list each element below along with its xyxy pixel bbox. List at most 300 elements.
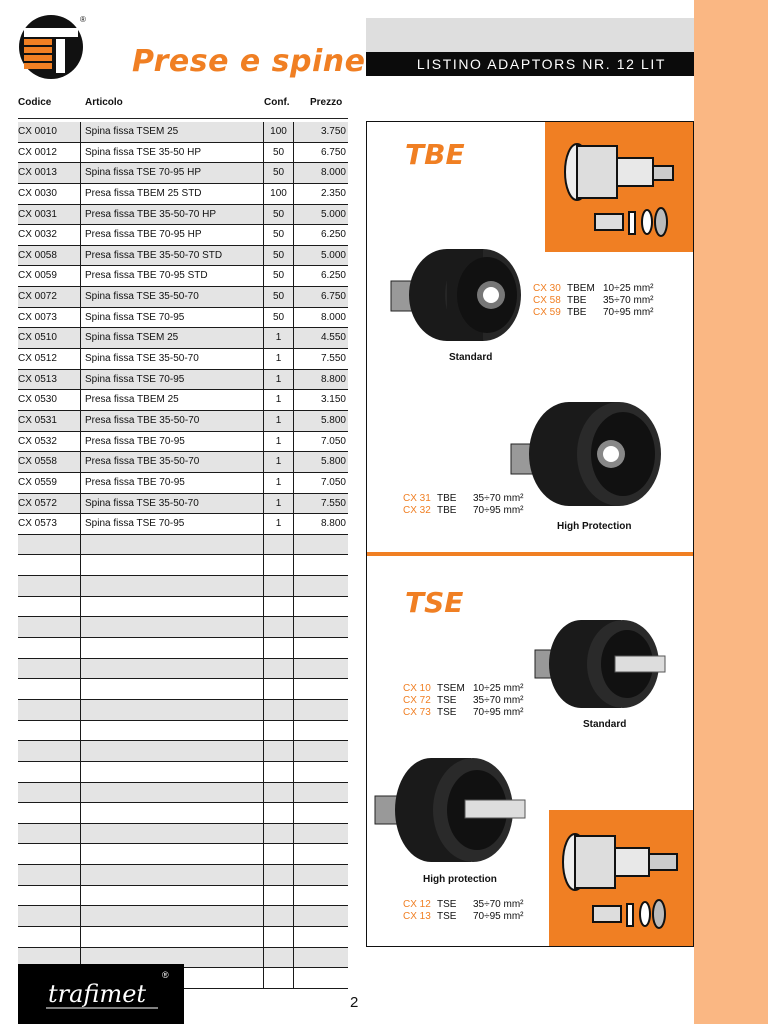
cell-article — [85, 783, 265, 803]
column-divider — [80, 390, 81, 410]
cell-code — [18, 659, 80, 679]
cell-conf: 50 — [263, 308, 294, 328]
cell-conf — [263, 844, 294, 864]
cell-price: 5.000 — [320, 249, 346, 261]
spec-line — [403, 695, 524, 707]
col-header-article: Articolo — [85, 97, 123, 108]
column-divider — [80, 473, 81, 493]
spec-type: TBE — [567, 295, 587, 306]
cell-conf — [263, 948, 294, 968]
table-row — [18, 555, 348, 576]
cell-code — [18, 803, 80, 823]
cell-conf — [263, 783, 294, 803]
tse-high-protection-specs — [403, 899, 524, 923]
cell-code — [18, 597, 80, 617]
spec-type: TSE — [437, 707, 457, 718]
spec-range: 35÷70 mm² — [603, 295, 654, 306]
spec-line — [403, 505, 524, 517]
spec-line — [533, 307, 654, 319]
column-divider — [80, 741, 81, 761]
cell-price: 8.000 — [320, 311, 346, 323]
cell-article — [85, 617, 265, 637]
column-divider — [80, 143, 81, 163]
tse-standard-photo — [531, 614, 671, 719]
column-divider — [80, 803, 81, 823]
cell-article — [85, 597, 265, 617]
header-grey-band — [366, 18, 694, 52]
cell-code: CX 0012 — [18, 146, 57, 158]
cell-price — [293, 555, 346, 575]
cell-code: CX 0531 — [18, 414, 57, 426]
column-divider — [80, 287, 81, 307]
spec-range: 70÷95 mm² — [473, 505, 524, 516]
cell-article — [85, 638, 265, 658]
table-row — [18, 906, 348, 927]
cell-price — [293, 700, 346, 720]
spec-type: TBE — [567, 307, 587, 318]
column-divider — [80, 679, 81, 699]
cell-article — [85, 555, 265, 575]
cell-price: 2.350 — [320, 187, 346, 199]
cell-price: 3.750 — [320, 126, 346, 137]
table-row — [18, 638, 348, 659]
section-separator — [367, 552, 693, 556]
cell-conf: 1 — [263, 349, 294, 369]
footer-registered-mark: ® — [162, 970, 169, 980]
cell-price — [293, 576, 346, 596]
cell-article — [85, 535, 265, 555]
cell-code — [18, 865, 80, 885]
tse-title: TSE — [405, 586, 464, 619]
cell-code: CX 0058 — [18, 249, 57, 261]
column-divider — [80, 184, 81, 204]
brand-wordmark: trafimet — [48, 980, 147, 1008]
spec-type: TBEM — [567, 283, 595, 294]
cell-price: 6.250 — [320, 229, 346, 241]
cell-article: Presa fissa TBE 35-50-70 — [85, 414, 200, 426]
cell-article: Presa fissa TBEM 25 — [85, 394, 179, 406]
cell-article: Presa fissa TBE 70-95 — [85, 435, 185, 447]
cell-code — [18, 679, 80, 699]
spec-type: TSE — [437, 911, 457, 922]
cell-article: Spina fissa TSE 70-95 — [85, 373, 185, 385]
cell-code — [18, 783, 80, 803]
column-divider — [80, 122, 81, 142]
spec-type: TSE — [437, 695, 457, 706]
cell-conf — [263, 535, 294, 555]
cell-price: 8.000 — [320, 167, 346, 179]
spec-type: TBE — [437, 493, 457, 504]
spec-code: CX 73 — [403, 707, 431, 718]
column-divider — [80, 411, 81, 431]
spec-range: 70÷95 mm² — [473, 911, 524, 922]
column-divider — [80, 638, 81, 658]
cell-price: 8.800 — [320, 518, 346, 530]
cell-code — [18, 824, 80, 844]
cell-price — [293, 927, 346, 947]
spec-code: CX 31 — [403, 493, 431, 504]
cell-code — [18, 700, 80, 720]
registered-mark: ® — [80, 15, 86, 24]
table-row — [18, 143, 348, 164]
cell-conf: 50 — [263, 246, 294, 266]
table-header — [18, 97, 348, 113]
column-divider — [80, 514, 81, 534]
column-divider — [80, 163, 81, 183]
cell-article — [85, 927, 265, 947]
cell-conf: 50 — [263, 163, 294, 183]
product-panel — [366, 121, 694, 947]
cell-price — [293, 783, 346, 803]
cell-code: CX 0013 — [18, 167, 57, 179]
table-row — [18, 762, 348, 783]
cell-article — [85, 762, 265, 782]
column-divider — [80, 328, 81, 348]
cell-code: CX 0532 — [18, 435, 57, 447]
cell-price — [293, 679, 346, 699]
tbe-standard-photo — [387, 247, 527, 352]
cell-conf — [263, 741, 294, 761]
cell-code — [18, 721, 80, 741]
cell-article: Presa fissa TBE 35-50-70 STD — [85, 249, 223, 261]
spec-code: CX 59 — [533, 307, 561, 318]
table-row — [18, 679, 348, 700]
cell-conf: 100 — [263, 184, 294, 204]
cell-price: 5.800 — [320, 414, 346, 426]
cell-conf: 1 — [263, 514, 294, 534]
spec-range: 35÷70 mm² — [473, 695, 524, 706]
table-row — [18, 266, 348, 287]
table-row — [18, 597, 348, 618]
column-divider — [80, 452, 81, 472]
cell-price — [293, 597, 346, 617]
table-row — [18, 473, 348, 494]
table-row — [18, 844, 348, 865]
spec-type: TBE — [437, 505, 457, 516]
trafimet-logo — [18, 964, 184, 1024]
column-divider — [80, 597, 81, 617]
cell-article — [85, 741, 265, 761]
table-row — [18, 535, 348, 556]
cell-article: Spina fissa TSEM 25 — [85, 126, 179, 137]
cell-article — [85, 721, 265, 741]
cell-price — [293, 741, 346, 761]
cell-conf — [263, 617, 294, 637]
cell-conf: 1 — [263, 411, 294, 431]
spec-line — [403, 911, 524, 923]
cell-price — [293, 659, 346, 679]
tbe-high-protection-photo — [507, 394, 667, 519]
spec-range: 70÷95 mm² — [473, 707, 524, 718]
column-divider — [80, 762, 81, 782]
tse-standard-specs — [403, 683, 524, 719]
cell-code — [18, 886, 80, 906]
cell-conf: 50 — [263, 225, 294, 245]
cell-price: 7.050 — [320, 435, 346, 447]
cell-article — [85, 824, 265, 844]
spec-code: CX 72 — [403, 695, 431, 706]
cell-conf — [263, 638, 294, 658]
cell-price: 6.750 — [320, 291, 346, 303]
cell-code — [18, 617, 80, 637]
cell-price — [293, 844, 346, 864]
cell-article: Spina fissa TSE 35-50-70 — [85, 497, 199, 509]
cell-code: CX 0073 — [18, 311, 57, 323]
cell-price: 7.050 — [320, 476, 346, 488]
cell-conf: 1 — [263, 432, 294, 452]
cell-conf: 50 — [263, 287, 294, 307]
cell-price: 5.000 — [320, 208, 346, 220]
table-row — [18, 328, 348, 349]
cell-code: CX 0030 — [18, 187, 57, 199]
table-row — [18, 246, 348, 267]
cell-conf — [263, 968, 294, 988]
cell-conf — [263, 803, 294, 823]
cell-code: CX 0031 — [18, 208, 57, 220]
table-row — [18, 741, 348, 762]
tbe-high-protection-caption: High Protection — [557, 521, 632, 532]
cell-article — [85, 865, 265, 885]
spec-type: TSEM — [437, 683, 465, 694]
spec-range: 70÷95 mm² — [603, 307, 654, 318]
column-divider — [80, 700, 81, 720]
cell-conf — [263, 659, 294, 679]
cell-code: CX 0558 — [18, 456, 57, 468]
cell-price — [293, 824, 346, 844]
cell-conf — [263, 679, 294, 699]
column-divider — [80, 783, 81, 803]
cell-conf: 1 — [263, 390, 294, 410]
table-row — [18, 184, 348, 205]
column-divider — [80, 246, 81, 266]
column-divider — [80, 349, 81, 369]
table-row — [18, 287, 348, 308]
table-row — [18, 865, 348, 886]
page-number: 2 — [350, 994, 359, 1011]
price-list-banner — [366, 52, 694, 76]
table-top-rule — [18, 118, 348, 119]
cell-code: CX 0573 — [18, 518, 57, 530]
cell-conf: 1 — [263, 452, 294, 472]
cell-code: CX 0512 — [18, 353, 57, 365]
cell-price: 7.550 — [320, 497, 346, 509]
table-row — [18, 617, 348, 638]
cell-code: CX 0513 — [18, 373, 57, 385]
cell-article: Spina fissa TSE 70-95 — [85, 311, 185, 323]
table-row — [18, 349, 348, 370]
cell-conf: 50 — [263, 205, 294, 225]
decorative-side-strip — [694, 0, 768, 1024]
cell-code: CX 0059 — [18, 270, 57, 282]
cell-code — [18, 906, 80, 926]
cell-code — [18, 638, 80, 658]
table-row — [18, 803, 348, 824]
spec-line — [533, 283, 654, 295]
column-divider — [80, 906, 81, 926]
column-divider — [80, 886, 81, 906]
company-logo — [18, 14, 86, 80]
spec-range: 35÷70 mm² — [473, 899, 524, 910]
cell-code — [18, 555, 80, 575]
spec-code: CX 13 — [403, 911, 431, 922]
spec-code: CX 10 — [403, 683, 431, 694]
col-header-conf: Conf. — [264, 97, 290, 108]
cell-article: Presa fissa TBE 70-95 STD — [85, 270, 208, 282]
spec-range: 10÷25 mm² — [603, 283, 654, 294]
spec-line — [403, 899, 524, 911]
cell-conf: 1 — [263, 473, 294, 493]
cell-conf — [263, 865, 294, 885]
cell-price — [293, 948, 346, 968]
cell-conf: 1 — [263, 370, 294, 390]
column-divider — [80, 225, 81, 245]
cell-code — [18, 576, 80, 596]
spec-line — [403, 493, 524, 505]
cell-price — [293, 968, 346, 988]
table-row — [18, 514, 348, 535]
table-row — [18, 411, 348, 432]
price-table — [18, 122, 348, 989]
table-row — [18, 205, 348, 226]
tbe-standard-specs — [533, 283, 654, 319]
table-row — [18, 225, 348, 246]
cell-article — [85, 906, 265, 926]
column-divider — [80, 721, 81, 741]
spec-line — [533, 295, 654, 307]
table-row — [18, 432, 348, 453]
cell-conf — [263, 824, 294, 844]
cell-conf: 1 — [263, 494, 294, 514]
cell-code: CX 0572 — [18, 497, 57, 509]
spec-code: CX 30 — [533, 283, 561, 294]
cell-price — [293, 803, 346, 823]
column-divider — [80, 432, 81, 452]
cell-article: Presa fissa TBEM 25 STD — [85, 187, 202, 199]
col-header-price: Prezzo — [310, 97, 343, 108]
tbe-standard-caption: Standard — [449, 352, 493, 363]
spec-code: CX 32 — [403, 505, 431, 516]
cell-price — [293, 638, 346, 658]
cell-code: CX 0530 — [18, 394, 57, 406]
cell-price: 6.250 — [320, 270, 346, 282]
cell-conf — [263, 762, 294, 782]
spec-range: 35÷70 mm² — [473, 493, 524, 504]
column-divider — [80, 266, 81, 286]
cell-price: 6.750 — [320, 146, 346, 158]
column-divider — [80, 205, 81, 225]
table-row — [18, 576, 348, 597]
table-row — [18, 494, 348, 515]
cell-article — [85, 886, 265, 906]
spec-type: TSE — [437, 899, 457, 910]
tse-high-protection-photo — [373, 750, 533, 875]
banner-text: LISTINO ADAPTORS NR. 12 LIT — [416, 56, 666, 72]
tbe-exploded-diagram — [555, 132, 685, 252]
table-row — [18, 886, 348, 907]
cell-article — [85, 700, 265, 720]
cell-price — [293, 535, 346, 555]
cell-code — [18, 741, 80, 761]
table-row — [18, 659, 348, 680]
cell-article — [85, 803, 265, 823]
table-row — [18, 163, 348, 184]
table-row — [18, 700, 348, 721]
cell-article: Presa fissa TBE 35-50-70 — [85, 456, 200, 468]
cell-code — [18, 535, 80, 555]
cell-conf: 50 — [263, 143, 294, 163]
cell-article: Spina fissa TSE 35-50-70 — [85, 353, 199, 365]
cell-price: 4.550 — [320, 332, 346, 344]
cell-conf: 1 — [263, 328, 294, 348]
cell-conf — [263, 555, 294, 575]
tse-standard-caption: Standard — [583, 719, 627, 730]
cell-price: 3.150 — [320, 394, 346, 406]
cell-conf — [263, 721, 294, 741]
cell-price — [293, 886, 346, 906]
cell-price — [293, 906, 346, 926]
table-row — [18, 452, 348, 473]
tbe-high-protection-specs — [403, 493, 524, 517]
column-divider — [80, 659, 81, 679]
cell-conf — [263, 700, 294, 720]
column-divider — [80, 927, 81, 947]
tbe-title: TBE — [405, 138, 465, 171]
table-row — [18, 308, 348, 329]
cell-article: Presa fissa TBE 70-95 HP — [85, 229, 202, 241]
table-row — [18, 927, 348, 948]
col-header-code: Codice — [18, 97, 52, 108]
column-divider — [80, 844, 81, 864]
table-row — [18, 721, 348, 742]
column-divider — [80, 617, 81, 637]
cell-price: 7.550 — [320, 353, 346, 365]
cell-article — [85, 844, 265, 864]
cell-price — [293, 865, 346, 885]
cell-price: 5.800 — [320, 456, 346, 468]
column-divider — [80, 576, 81, 596]
cell-conf — [263, 597, 294, 617]
spec-line — [403, 707, 524, 719]
cell-article — [85, 576, 265, 596]
cell-article: Spina fissa TSE 70-95 HP — [85, 167, 201, 179]
column-divider — [80, 824, 81, 844]
cell-code: CX 0010 — [18, 126, 57, 137]
cell-code — [18, 927, 80, 947]
cell-article — [85, 659, 265, 679]
table-row — [18, 390, 348, 411]
cell-conf — [263, 886, 294, 906]
cell-conf — [263, 927, 294, 947]
column-divider — [80, 535, 81, 555]
column-divider — [80, 370, 81, 390]
cell-article: Spina fissa TSE 35-50-70 — [85, 291, 199, 303]
cell-conf: 50 — [263, 266, 294, 286]
cell-code: CX 0072 — [18, 291, 57, 303]
spec-code: CX 58 — [533, 295, 561, 306]
spec-code: CX 12 — [403, 899, 431, 910]
cell-code — [18, 844, 80, 864]
table-row — [18, 783, 348, 804]
cell-article: Spina fissa TSE 70-95 — [85, 518, 185, 530]
cell-article: Spina fissa TSEM 25 — [85, 332, 179, 344]
cell-code: CX 0510 — [18, 332, 57, 344]
cell-article: Presa fissa TBE 35-50-70 HP — [85, 208, 216, 220]
column-divider — [80, 865, 81, 885]
cell-price — [293, 762, 346, 782]
cell-article: Presa fissa TBE 70-95 — [85, 476, 185, 488]
cell-code — [18, 762, 80, 782]
cell-code: CX 0032 — [18, 229, 57, 241]
